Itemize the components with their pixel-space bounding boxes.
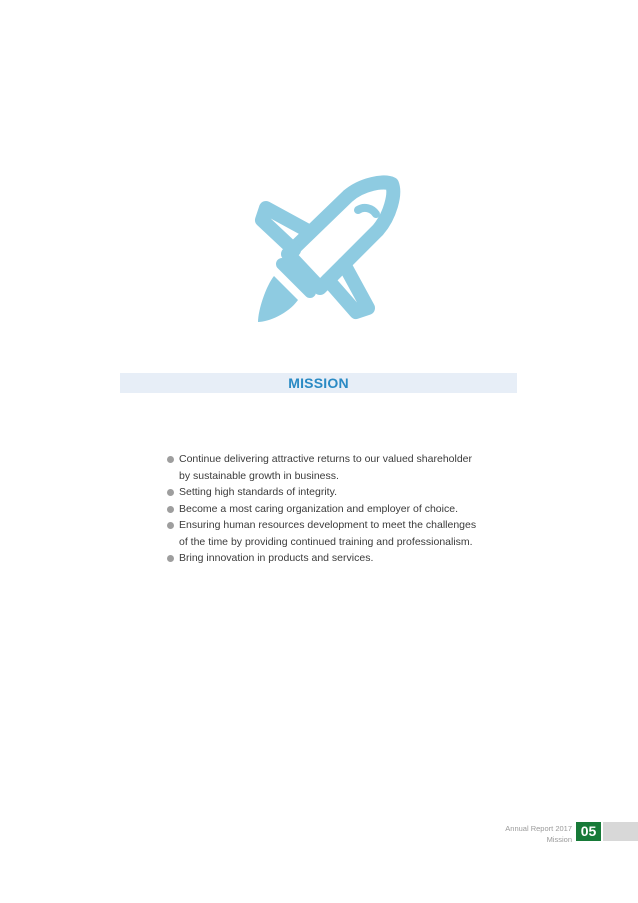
list-item-text: Setting high standards of integrity. [179,486,337,498]
bullet-icon [167,456,174,463]
mission-list [164,451,484,567]
footer-section-name: Mission [546,835,572,844]
rocket-icon [244,172,404,330]
list-item [164,550,484,567]
footer-label [505,823,572,845]
footer-bar [603,822,638,841]
section-heading-band [120,373,517,393]
list-item-text: Bring innovation in products and services. [179,552,374,564]
list-item [164,517,484,550]
list-item-text: Become a most caring organization and employer of choice. [179,502,458,515]
page-number: 05 [576,822,601,841]
footer-report-title: Annual Report 2017 [505,824,572,833]
list-item [164,484,484,501]
bullet-icon [167,489,174,496]
list-item-text: Ensuring human resources development to meet the challenges of the time by providing continued training and professionalism. [179,519,477,548]
bullet-icon [167,555,174,562]
list-item-text: Continue delivering attractive returns to our valued shareholder by sustainable growth in business. [179,453,473,482]
list-item [164,501,484,518]
bullet-icon [167,522,174,529]
section-heading: MISSION [288,375,349,391]
bullet-icon [167,506,174,513]
list-item [164,451,484,484]
